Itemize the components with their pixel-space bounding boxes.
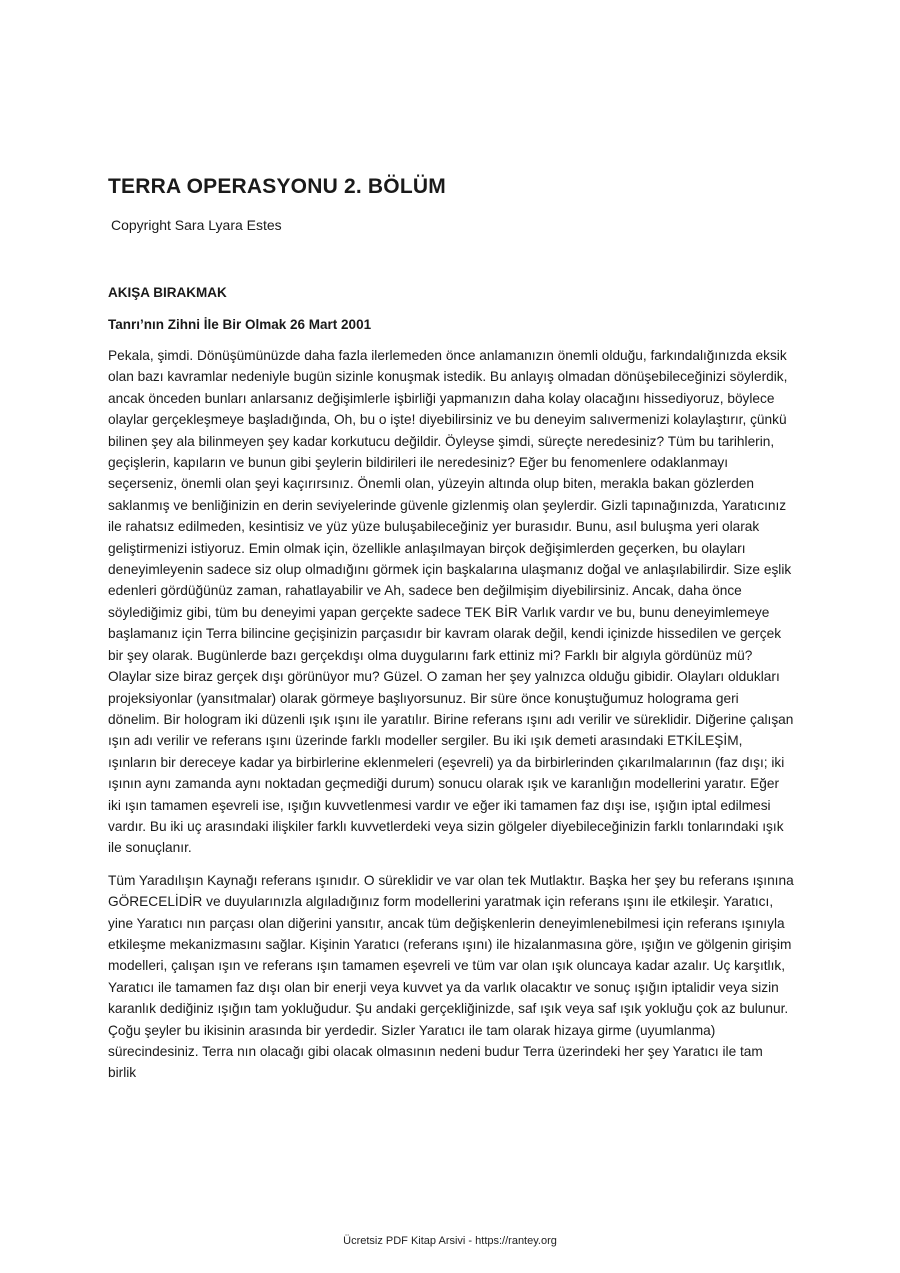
page-footer: Ücretsiz PDF Kitap Arsivi - https://rantey.org	[343, 1235, 557, 1247]
copyright-line: Copyright Sara Lyara Estes	[111, 217, 282, 233]
document-page	[108, 175, 794, 1095]
document-title: TERRA OPERASYONU 2. BÖLÜM	[108, 175, 446, 198]
body-paragraph: Tüm Yaradılışın Kaynağı referans ışınıdır. O süreklidir ve var olan tek Mutlaktır. Başka her şey bu referans ışınına GÖRECELİDİR ve duyularınızla algıladığınız form modellerini yaratmak için referans ışını ile etkileşir. Yaratıcı, yine Yaratıcı nın parçası olan diğerini yansıtır, ancak tüm değişkenlerin deneyimlenebilmesi için referans ışınıyla etkileşme mekanizmasını sağlar. Kişinin Yaratıcı (referans ışını) ile hizalanmasına göre, ışığın ve gölgenin girişim modelleri, çalışan ışın ve referans ışın tamamen eşevreli ve tüm var olan ışık oluncaya kadar azalır. Uç karşıtlık, Yaratıcı ile tamamen faz dışı olan bir enerji veya kuvvet ya da varlık olacaktır ve sonuç ışığın iptalidir veya sizin karanlık dediğiniz ışığın tam yokluğudur. Şu andaki gerçekliğinizde, saf ışık veya saf ışık yokluğu çok az bulunur. Çoğu şeyler bu ikisinin arasında bir yerdedir. Sizler Yaratıcı ile tam olarak hizaya girme (uyumlanma) sürecindesiniz. Terra nın olacağı gibi olacak olmasının nedeni budur Terra üzerindeki her şey Yaratıcı ile tam birlik	[108, 872, 794, 1081]
chapter-subtitle: Tanrı’nın Zihni İle Bir Olmak 26 Mart 2001	[108, 317, 372, 332]
body-paragraph: Pekala, şimdi. Dönüşümünüzde daha fazla ilerlemeden önce anlamanızın önemli olduğu, farkındalığınızda eksik olan bazı kavramlar nedeniyle bugün sizinle konuşmak istedik. Bu anlayış olmadan dönüşebileceğinizi söylerdik, ancak önceden bunları anlarsanız değişimlerle işbirliği yapmanızın daha kolay olacağını hissediyoruz, böylece olaylar gerçekleşmeye başladığında, Oh, bu o işte! diyebilirsiniz ve bu deneyim salıvermenizi kolaylaştırır, çünkü bilinen şey ala bilinmeyen şey kadar korkutucu değildir. Öyleyse şimdi, süreçte neredesiniz? Tüm bu tarihlerin, geçişlerin, kapıların ve bunun gibi şeylerin bildirileri ile neredesiniz? Eğer bu fenomenlere odaklanmayı seçerseniz, önemli olan şeyi kaçırırsınız. Önemli olan, yüzeyin altında olup biten, merakla bakan gözlerden saklanmış ve benliğinizin en derin seviyelerinde güvenle gizlenmiş olan şeylerdir. Gizli tapınağınızda, Yaratıcınız ile rahatsız edilmeden, kesintisiz ve yüz yüze buluşabileceğiniz yer burasıdır. Bunu, asıl buluşma yeri olarak geliştirmenizi istiyoruz. Emin olmak için, özellikle anlaşılmayan birçok değişimlerden geçerken, bu olayları deneyimleyenin sadece siz olup olmadığını görmek için başkalarına ulaşmanız doğal ve anlaşılabilirdir. Size eşlik edenleri gördüğünüz zaman, rahatlayabilir ve Ah, sadece ben değilmişim diyebilirsiniz. Ancak, daha önce söylediğimiz gibi, tüm bu deneyimi yapan gerçekte sadece TEK BİR Varlık vardır ve bu, bunu deneyimlemeye başlamanız için Terra bilincine geçişinizin parçasıdır bir kavram olarak değil, kendi içinizde hissedilen ve gerçek bir şey olarak. Bugünlerde bazı gerçekdışı olma duygularını fark ettiniz mi? Farklı bir algıyla gördünüz mü? Olaylar size biraz gerçek dışı görünüyor mu? Güzel. O zaman her şey yalnızca olduğu gibidir. Olayları oldukları projeksiyonlar (yansıtmalar) olarak görmeye başlıyorsunuz. Bir süre önce konuştuğumuz holograma geri dönelim. Bir hologram iki düzenli ışık ışını ile yaratılır. Birine referans ışını adı verilir ve süreklidir. Diğerine çalışan ışın adı verilir ve referans ışını üzerinde farklı modeller sergiler. Bu iki ışık demeti arasındaki ETKİLEŞİM, ışınların bir dereceye kadar ya birbirlerine eklenmeleri (eşevreli) ya da birbirlerinden çıkarılmalarının (faz dışı; iki ışının aynı zamanda aynı noktadan geçmediği durum) sonucu olarak ışık ve karanlığın modellerini yaratır. Eğer iki ışın tamamen eşevreli ise, ışığın kuvvetlenmesi vardır ve eğer iki tamamen faz dışı ise, ışığın iptal edilmesi vardır. Bu iki uç arasındaki ilişkiler farklı kuvvetlerdeki veya sizin gölgeler diyebileceğinizin farklı tonlarındaki ışık ile sonuçlanır.	[108, 348, 794, 856]
section-heading: AKIŞA BIRAKMAK	[108, 285, 227, 300]
